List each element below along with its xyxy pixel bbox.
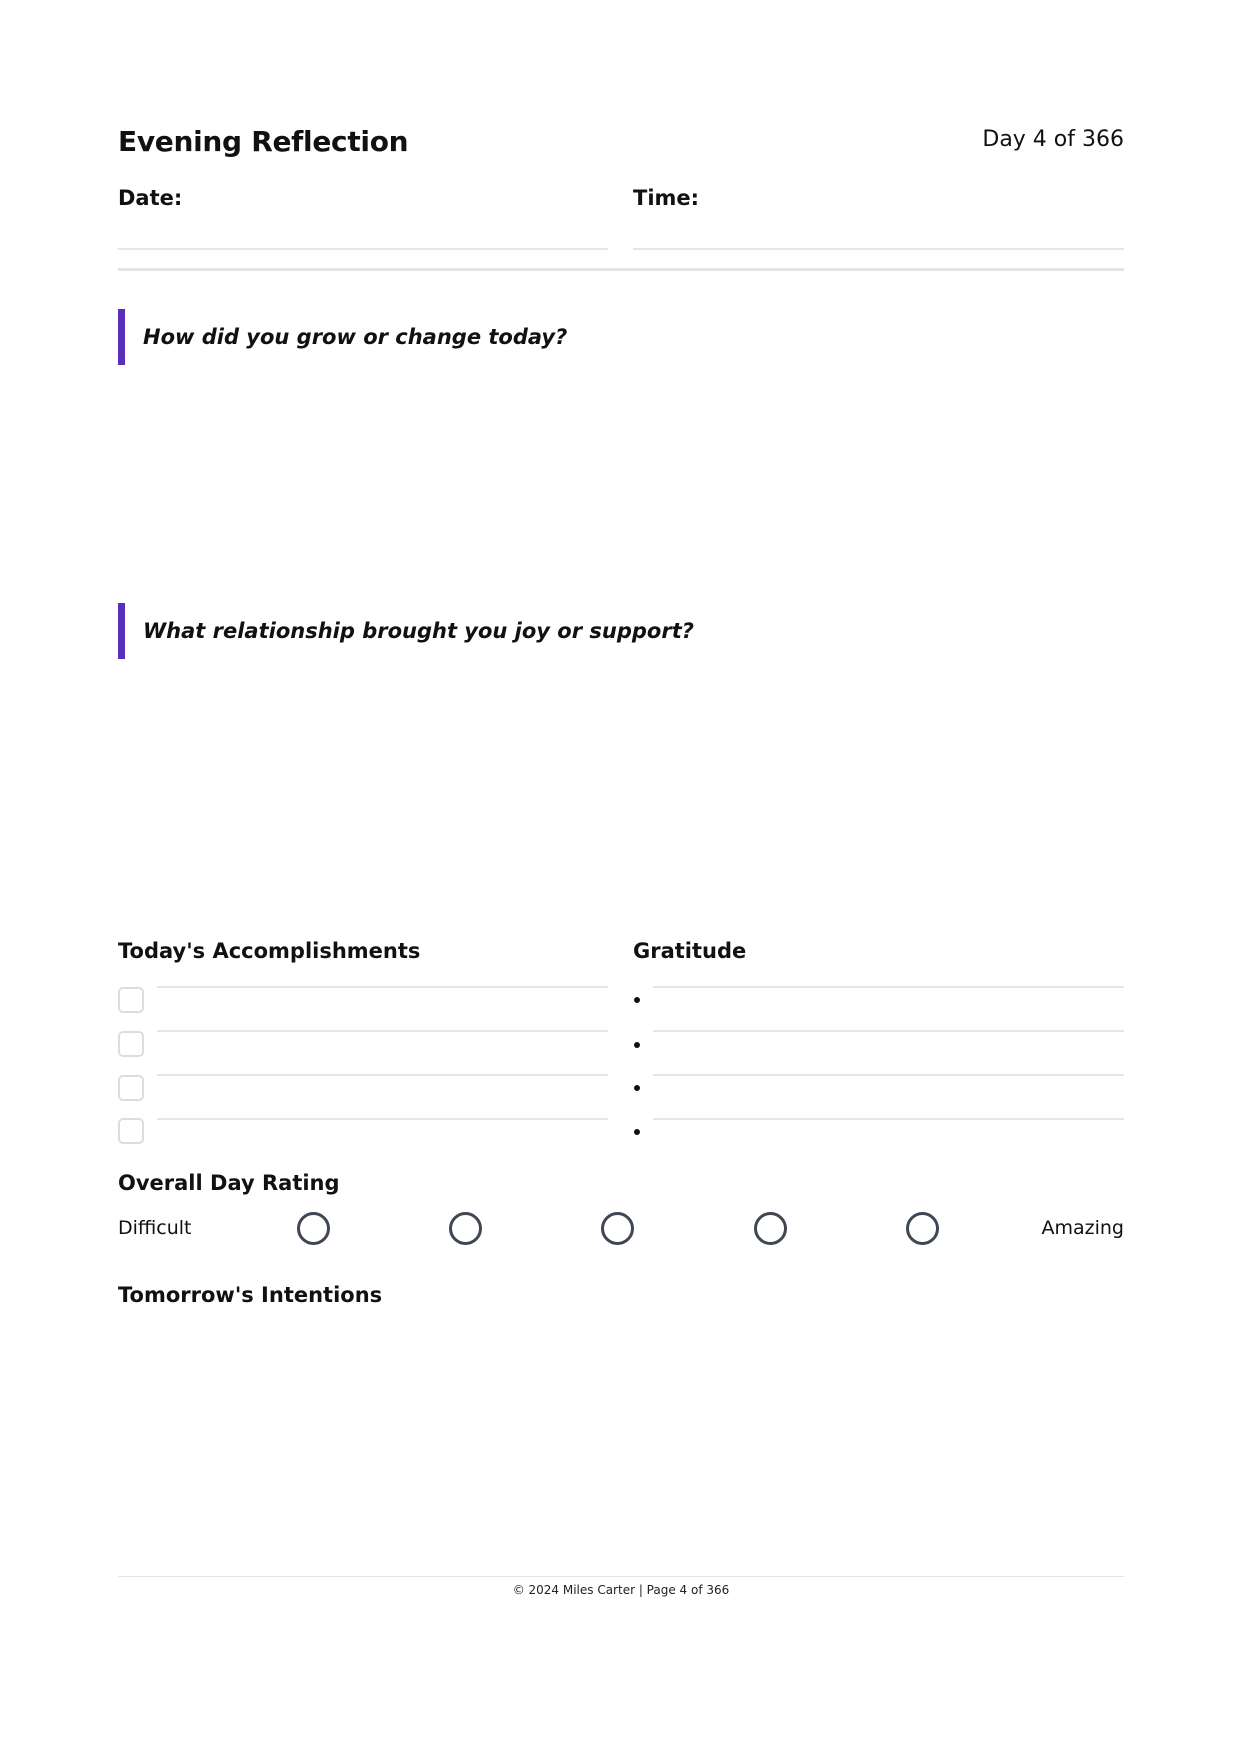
bullet-icon (634, 997, 640, 1003)
bullet-icon (634, 1085, 640, 1091)
prompt-accent-bar (118, 603, 125, 659)
gratitude-line[interactable] (653, 1118, 1124, 1120)
accomplishment-line[interactable] (157, 986, 608, 988)
intentions-heading: Tomorrow's Intentions (118, 1283, 383, 1307)
accomplishment-line[interactable] (157, 1118, 608, 1120)
rating-option-1[interactable] (297, 1212, 330, 1245)
time-label: Time: (633, 186, 700, 210)
prompt-grow: How did you grow or change today? (143, 325, 568, 349)
accomplishment-line[interactable] (157, 1074, 608, 1076)
accomplishment-line[interactable] (157, 1030, 608, 1032)
rating-heading: Overall Day Rating (118, 1171, 340, 1195)
prompt-relationship: What relationship brought you joy or support? (143, 619, 694, 643)
accomplishment-checkbox[interactable] (118, 1031, 144, 1057)
prompt-relationship-answer-area[interactable] (118, 664, 1124, 924)
rating-low-label: Difficult (118, 1217, 192, 1239)
accomplishment-checkbox[interactable] (118, 1118, 144, 1144)
rating-option-5[interactable] (906, 1212, 939, 1245)
accomplishments-heading: Today's Accomplishments (118, 939, 421, 963)
gratitude-line[interactable] (653, 1074, 1124, 1076)
rating-option-4[interactable] (754, 1212, 787, 1245)
rating-high-label: Amazing (1041, 1217, 1124, 1239)
bullet-icon (634, 1042, 640, 1048)
time-field[interactable] (633, 248, 1124, 250)
day-counter: Day 4 of 366 (982, 127, 1124, 152)
prompt-accent-bar (118, 309, 125, 365)
footer-divider (118, 1576, 1124, 1577)
rating-option-3[interactable] (601, 1212, 634, 1245)
bullet-icon (634, 1129, 640, 1135)
gratitude-heading: Gratitude (633, 939, 747, 963)
accomplishment-checkbox[interactable] (118, 1075, 144, 1101)
intentions-answer-area[interactable] (118, 1320, 1124, 1560)
gratitude-line[interactable] (653, 986, 1124, 988)
date-field[interactable] (118, 248, 608, 250)
date-label: Date: (118, 186, 183, 210)
header-divider (118, 268, 1124, 271)
prompt-grow-answer-area[interactable] (118, 370, 1124, 590)
rating-option-2[interactable] (449, 1212, 482, 1245)
accomplishment-checkbox[interactable] (118, 987, 144, 1013)
gratitude-line[interactable] (653, 1030, 1124, 1032)
footer-text: © 2024 Miles Carter | Page 4 of 366 (512, 1583, 730, 1597)
page-title: Evening Reflection (118, 125, 409, 158)
